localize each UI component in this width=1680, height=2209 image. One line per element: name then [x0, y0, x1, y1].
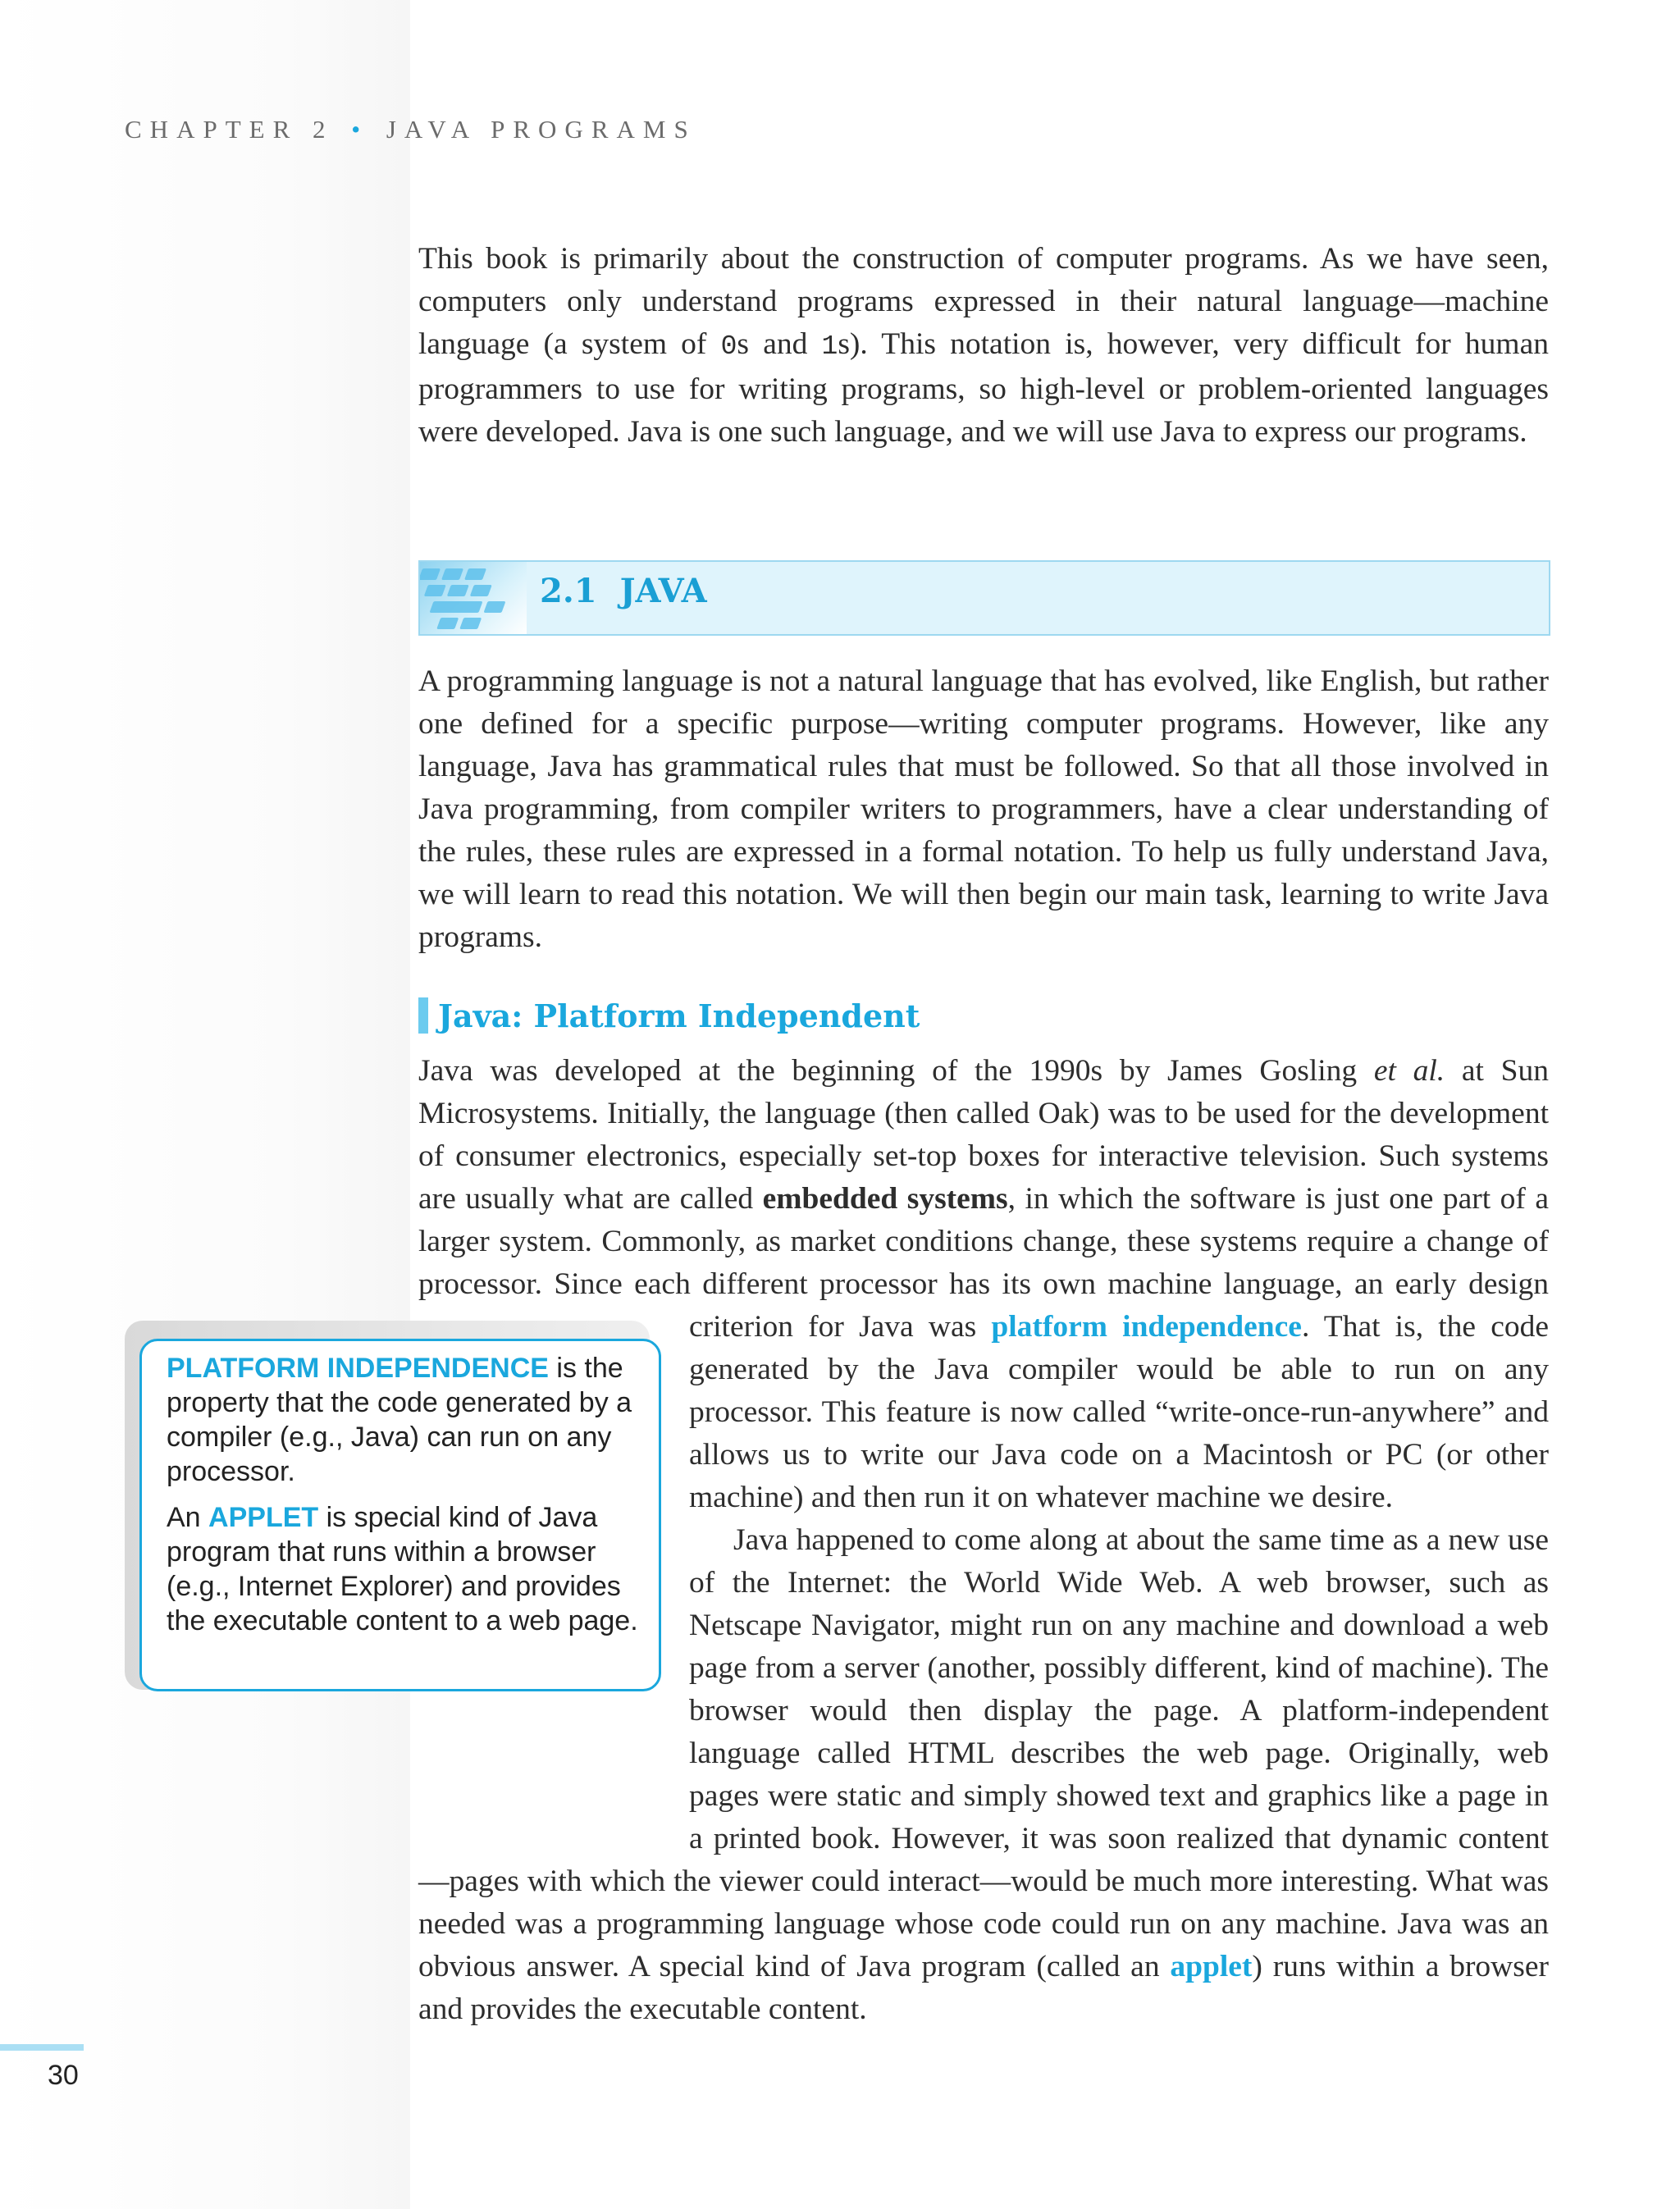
intro-text-2: s and	[737, 327, 822, 361]
para1-text-1: Java was developed at the beginning of the 1990s by James Gosling	[418, 1054, 1374, 1088]
sidenote-def-applet: is special kind of Java program that runs within a browser (e.g., Internet Explorer) and provides the executable content to a web page.	[167, 1502, 638, 1636]
section-title-text: JAVA	[619, 572, 707, 610]
section-paragraph: A programming language is not a natural language that has evolved, like English, but rather one defined for a specific purpose—writing computer programs. However, like any language, Java has grammatical rules that must be followed. So that all those involved in Java programming, from compiler writers to programmers, have a clear understanding of the rules, these rules are expressed in a formal notation. To help us fully understand Java, we will learn to read this notation. We will then begin our main task, learning to write Java programs.	[418, 664, 1549, 954]
sidenote-lead-applet: An	[167, 1502, 209, 1533]
intro-text-1: This book is primarily about the construction of computer programs. As we have seen, computers only understand programs expressed in their natural language—machine language (a system of	[418, 242, 1549, 361]
sidenote-box	[139, 1339, 661, 1691]
para2-text-2: ) runs within a browser and provides the executable content.	[418, 1950, 1549, 2026]
intro-text-3: s). This notation is, however, very difficult for human programmers to use for writing programs, so high-level or problem-oriented languages were developed. Java is one such language, and we will use Java to express our programs.	[418, 327, 1549, 449]
page-number: 30	[48, 2060, 79, 2091]
para1-text-3: , in which the software is just one part of a larger system. Commonly, as market conditions change, these systems require a change of processor. Since each different processor has its own machine language, an early design criterion for Java was	[418, 1182, 1549, 1344]
sidenote-definition-applet	[167, 1500, 642, 1638]
running-head-title: JAVA PROGRAMS	[386, 115, 696, 144]
keyboard-icon	[420, 562, 527, 634]
term-embedded-systems: embedded systems	[762, 1182, 1008, 1216]
section-header	[418, 560, 1550, 636]
term-applet: applet	[1170, 1950, 1253, 1983]
term-platform-independence: platform independence	[991, 1310, 1302, 1344]
running-head-chapter: CHAPTER 2	[125, 115, 334, 144]
intro-code-zero: 0	[720, 331, 737, 362]
para1-et-al: et al.	[1373, 1054, 1445, 1088]
page-tab	[0, 2044, 84, 2051]
sidenote-def-platform: is the property that the code generated by a compiler (e.g., Java) can run on any processor.	[167, 1353, 632, 1487]
intro-paragraph	[418, 238, 1549, 454]
running-head-bullet: •	[351, 115, 361, 144]
running-head	[125, 115, 696, 144]
subsection-heading	[418, 993, 920, 1038]
intro-code-one: 1	[821, 331, 838, 362]
subsection-bar	[418, 997, 428, 1034]
margin-shade	[0, 0, 410, 2209]
section-title	[540, 572, 707, 610]
sidenote-definition-platform	[167, 1351, 642, 1489]
sidenote-term-platform: PLATFORM INDEPENDENCE	[167, 1353, 549, 1384]
para2-text-1: Java happened to come along at about the same time as a new use of the Internet: the World Wide Web. A web browser, such as Netscape Navigator, might run on any machine and download a web page from a server (another, possibly different, kind of machine). The browser would then display the page. A platform-independent language called HTML describes the web page. Originally, web pages were static and simply showed text and graphics like a page in a printed book. However, it was soon realized that dynamic content—pages with which the viewer could interact—would be much more interesting. What was needed was a programming language whose code could run on any machine. Java was an obvious answer. A special kind of Java program (called an	[418, 1523, 1549, 1983]
para1-text-4: . That is, the code generated by the Java compiler would be able to run on any processor. This feature is now called “write-once-run-anywhere” and allows us to write our Java code on a Macintosh or PC (or other machine) and then run it on whatever machine we desire.	[689, 1310, 1549, 1514]
para1-text-2: at Sun Microsystems. Initially, the language (then called Oak) was to be used for the development of consumer electronics, especially set-top boxes for interactive television. Such systems are usually what are called	[418, 1054, 1550, 1216]
subsection-title: Java: Platform Independent	[438, 997, 920, 1034]
section-number: 2.1	[540, 572, 597, 610]
sidenote-term-applet: APPLET	[208, 1502, 319, 1533]
